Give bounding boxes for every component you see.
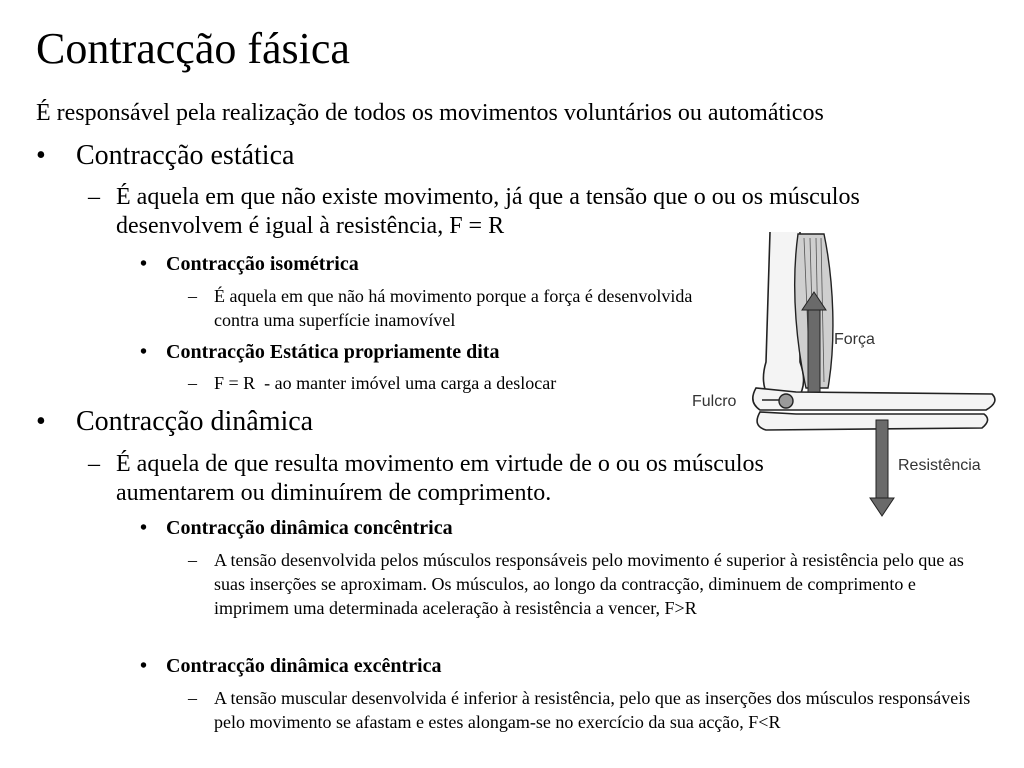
elbow-lever-illustration bbox=[686, 212, 1016, 522]
dash-marker: – bbox=[188, 688, 197, 708]
subsection-heading-text: Contracção isométrica bbox=[166, 253, 359, 275]
label-fulcrum: Fulcro bbox=[692, 393, 737, 410]
section-heading-text: Contracção estática bbox=[76, 140, 295, 171]
subsection-heading-concentric bbox=[140, 516, 680, 540]
bullet-marker: • bbox=[140, 655, 148, 677]
resistance-arrow bbox=[870, 420, 894, 516]
subsection-text: É aquela em que não há movimento porque a força é desenvolvida contra uma superfície inamovível bbox=[214, 286, 693, 330]
dash-marker: – bbox=[188, 373, 197, 393]
subsection-heading-static-proper bbox=[140, 340, 680, 364]
dash-marker: – bbox=[88, 184, 100, 210]
label-resistance: Resistência bbox=[898, 457, 981, 474]
slide-intro: É responsável pela realização de todos os movimentos voluntários ou automáticos bbox=[36, 100, 824, 126]
dash-marker: – bbox=[188, 286, 197, 306]
subsection-heading-eccentric bbox=[140, 654, 680, 678]
dash-marker: – bbox=[188, 550, 197, 570]
subsection-text: A tensão desenvolvida pelos músculos responsáveis pelo movimento é superior à resistência pelo que as suas inserções se aproximam. Os músculos, ao longo da contracção, diminuem de comprimento e imprimem uma determinada aceleração à resistência a vencer, F>R bbox=[214, 550, 964, 618]
subsection-heading-text: Contracção dinâmica concêntrica bbox=[166, 517, 453, 539]
fulcrum-circle bbox=[779, 394, 793, 408]
bullet-marker: • bbox=[140, 341, 148, 363]
bullet-marker: • bbox=[36, 406, 46, 437]
bullet-marker: • bbox=[140, 517, 148, 539]
subsection-text-eccentric bbox=[188, 686, 988, 734]
subsection-text-concentric bbox=[188, 548, 988, 620]
subsection-text-isometric bbox=[188, 284, 698, 332]
bullet-marker: • bbox=[140, 253, 148, 275]
subsection-heading-isometric bbox=[140, 252, 680, 276]
label-force: Força bbox=[834, 331, 875, 348]
section-description-text: É aquela em que não existe movimento, já que a tensão que o ou os músculos desenvolvem é igual à resistência, F = R bbox=[116, 184, 860, 239]
subsection-heading-text: Contracção dinâmica excêntrica bbox=[166, 655, 442, 677]
ulna-bone bbox=[757, 412, 987, 430]
section-heading-text: Contracção dinâmica bbox=[76, 406, 314, 437]
section-description-dynamic bbox=[88, 450, 788, 508]
bullet-marker: • bbox=[36, 140, 46, 171]
dash-marker: – bbox=[88, 451, 100, 477]
section-heading-static bbox=[36, 140, 736, 172]
slide-title: Contracção fásica bbox=[36, 24, 350, 73]
subsection-text: A tensão muscular desenvolvida é inferior à resistência, pelo que as inserções dos músculos responsáveis pelo movimento se afastam e estes alongam-se no exercício da sua acção, F<R bbox=[214, 688, 971, 732]
section-heading-dynamic bbox=[36, 406, 736, 438]
subsection-heading-text: Contracção Estática propriamente dita bbox=[166, 341, 500, 363]
section-description-text: É aquela de que resulta movimento em virtude de o ou os músculos aumentarem ou diminuírem de comprimento. bbox=[116, 451, 764, 506]
subsection-text-static-proper bbox=[188, 371, 668, 395]
subsection-text: F = R - ao manter imóvel uma carga a deslocar bbox=[214, 373, 557, 393]
